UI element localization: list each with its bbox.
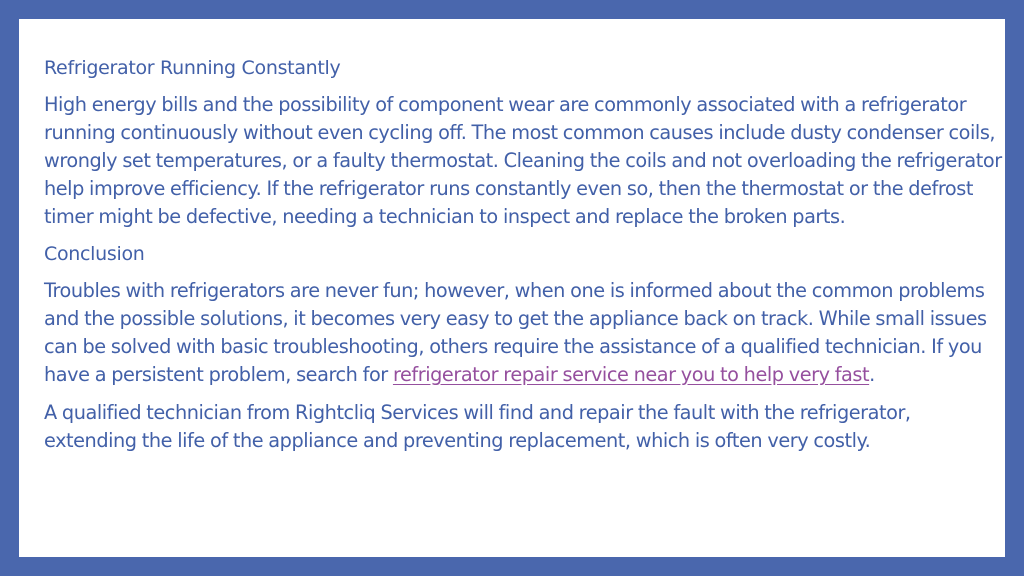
paragraph-conclusion — [44, 277, 1004, 389]
paragraph-closing: A qualified technician from Rightcliq Services will find and repair the fault with the refrigerator, extending the life of the appliance and preventing replacement, which is often very costly. — [44, 401, 911, 452]
conclusion-text: Troubles with refrigerators are never fun; however, when one is informed about the common problems and the possible solutions, it becomes very easy to get the appliance back on track. While small issues can be solved with basic troubleshooting, others require the assistance of a qualified technician. If you have a persistent problem, search for — [44, 279, 987, 386]
slide-content — [19, 19, 1005, 557]
section-heading-conclusion: Conclusion — [44, 243, 145, 265]
repair-service-link[interactable]: refrigerator repair service near you to help very fast — [392, 363, 870, 386]
conclusion-period: . — [869, 363, 875, 386]
paragraph-running-constantly: High energy bills and the possibility of component wear are commonly associated with a refrigerator running continuously without even cycling off. The most common causes include dusty condenser coils, wrongly set temperatures, or a faulty thermostat. Cleaning the coils and not overloading the refrigerator help improve efficiency. If the refrigerator runs constantly even so, then the thermostat or the defrost timer might be defective, needing a technician to inspect and replace the broken parts. — [44, 93, 1002, 228]
section-heading-running-constantly: Refrigerator Running Constantly — [44, 57, 341, 79]
